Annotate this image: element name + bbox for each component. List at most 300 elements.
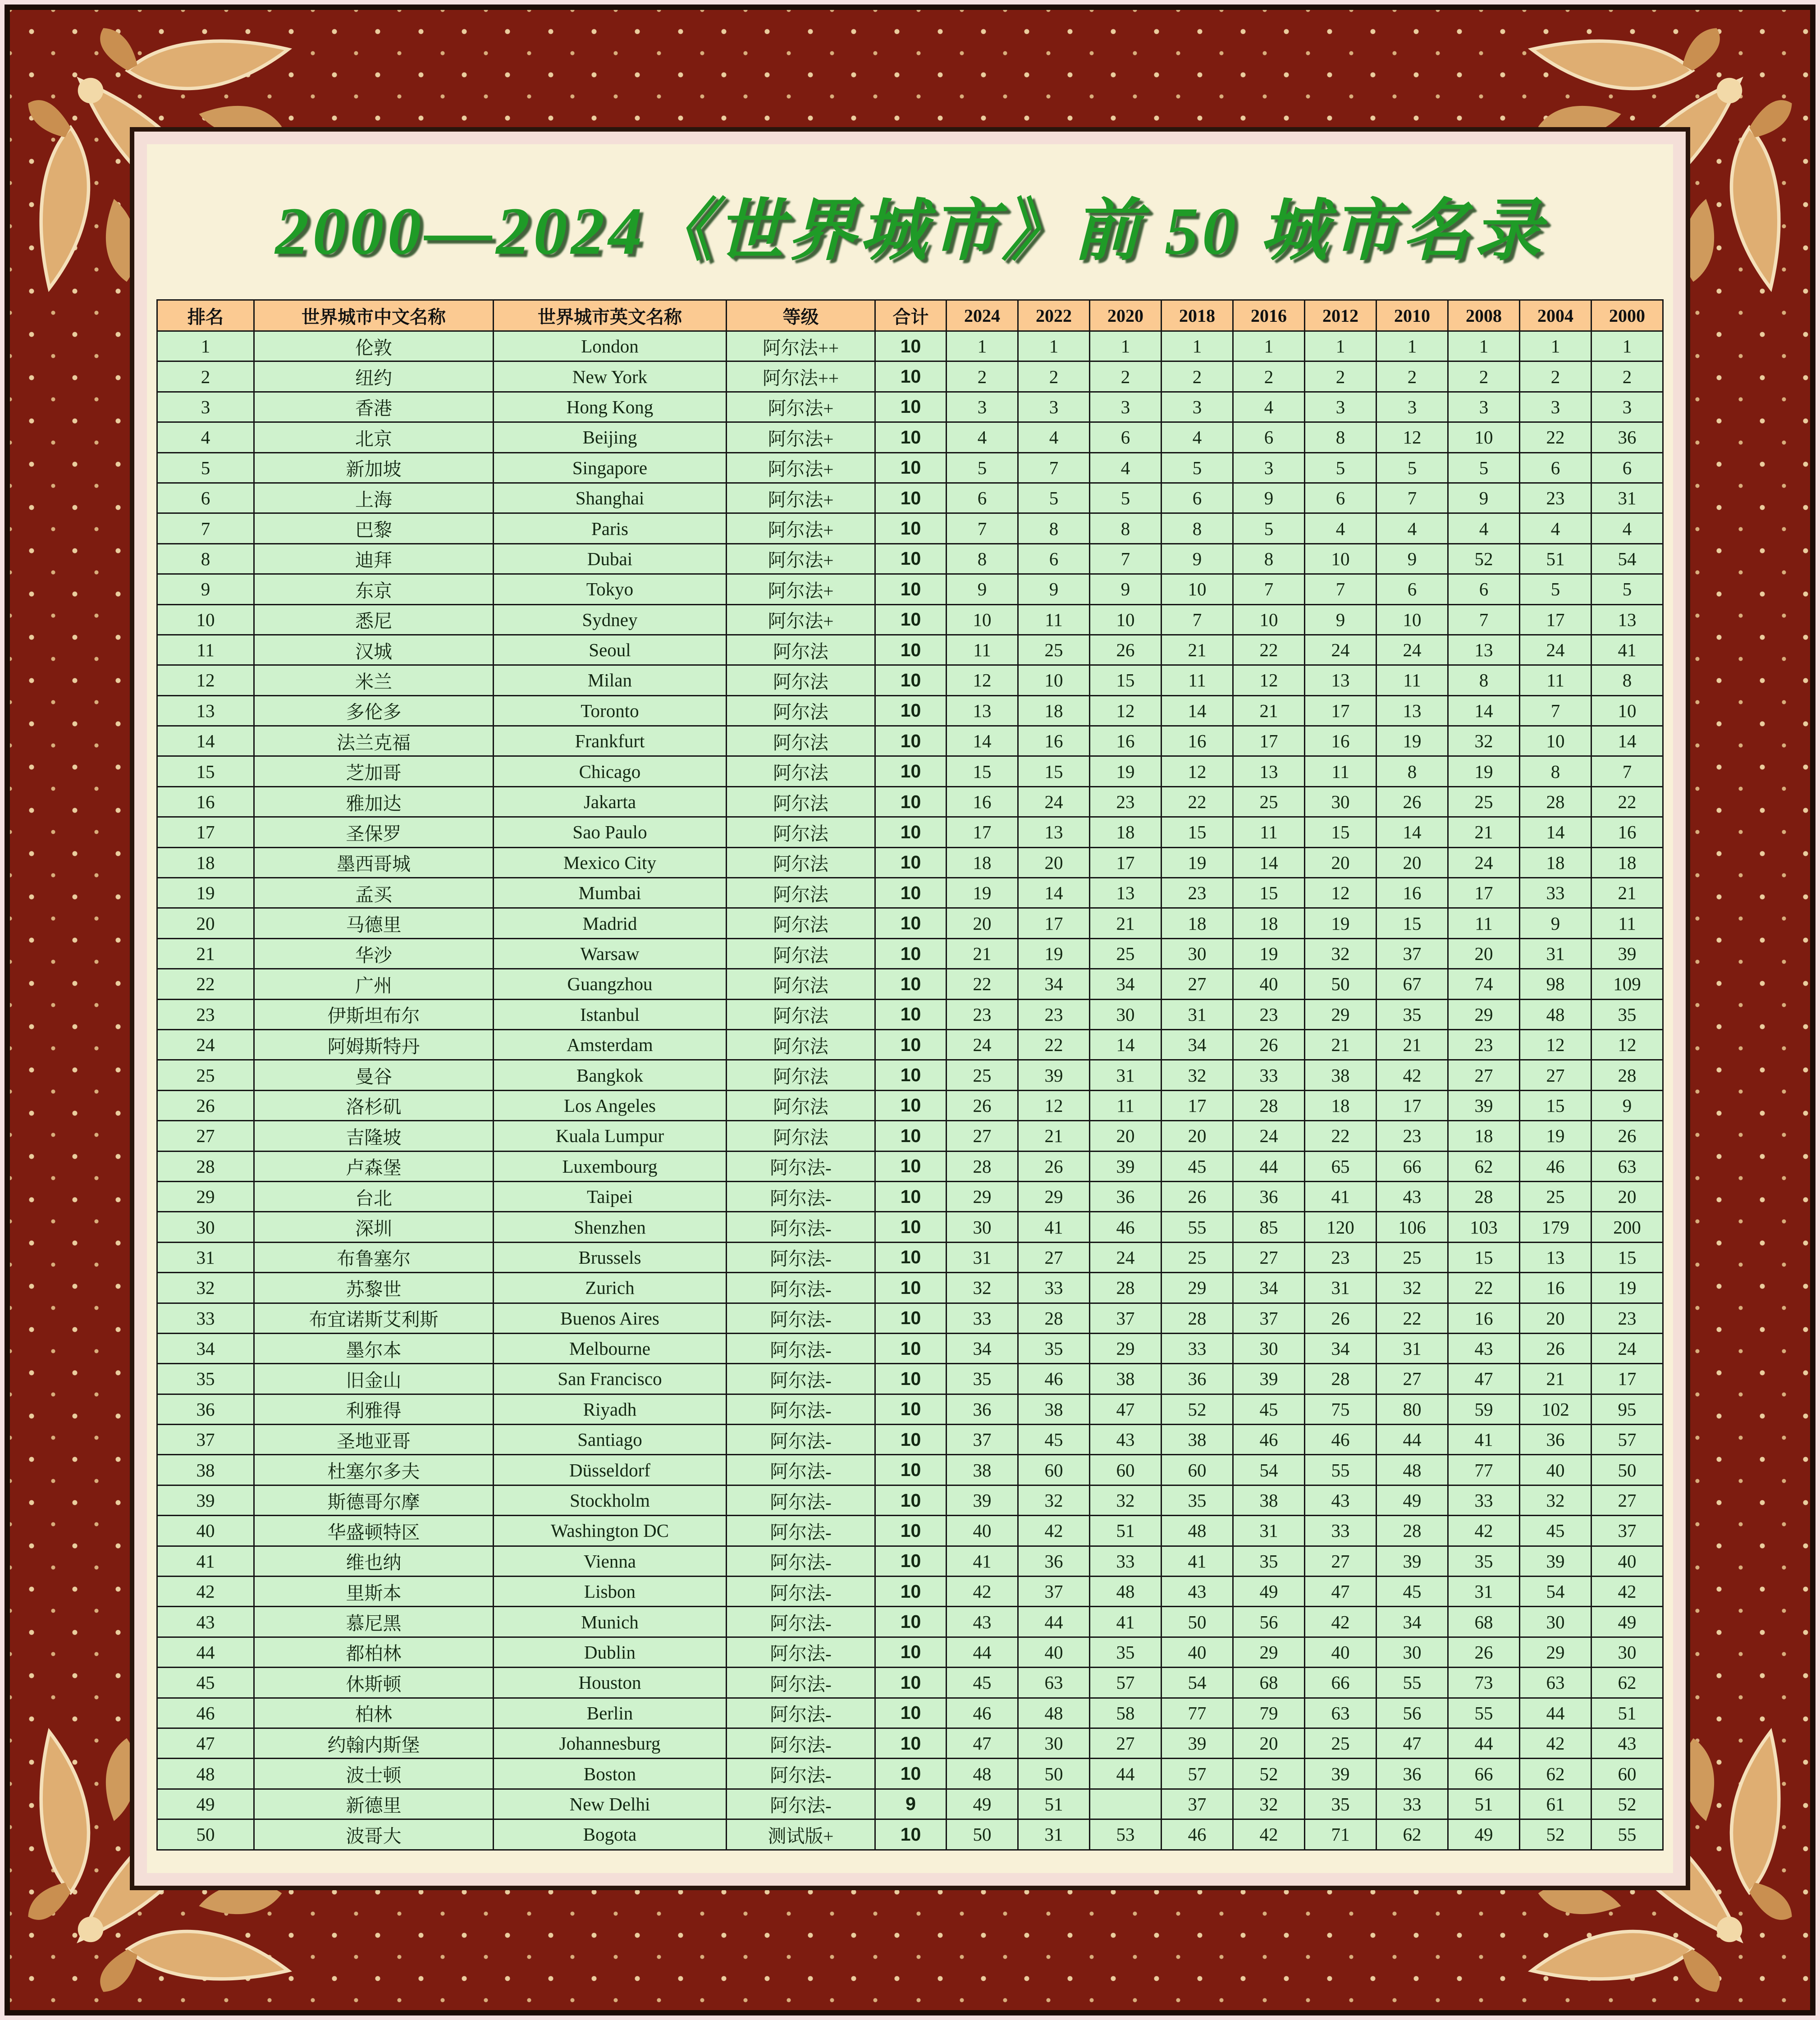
year-rank-cell: 9 [1448, 483, 1520, 513]
table-row [157, 756, 1663, 786]
year-rank-cell: 11 [1520, 665, 1591, 695]
year-rank-cell: 26 [1018, 1151, 1090, 1181]
year-rank-cell: 47 [947, 1728, 1018, 1758]
year-rank-cell: 15 [1018, 756, 1090, 786]
total-cell: 10 [875, 1212, 947, 1242]
city-name-en-cell: Los Angeles [494, 1090, 727, 1120]
grade-cell: 阿尔法- [727, 1516, 875, 1546]
year-rank-cell: 17 [1591, 1364, 1663, 1394]
year-rank-cell: 17 [1018, 908, 1090, 938]
year-rank-cell: 3 [1591, 392, 1663, 422]
total-cell: 10 [875, 1637, 947, 1667]
year-rank-cell: 66 [1376, 1151, 1448, 1181]
year-rank-cell: 35 [1018, 1333, 1090, 1363]
year-rank-cell: 2 [1090, 361, 1162, 392]
rank-cell: 31 [157, 1242, 254, 1272]
year-rank-cell: 11 [1376, 665, 1448, 695]
city-name-cn-cell: 台北 [254, 1181, 494, 1211]
rank-cell: 5 [157, 452, 254, 483]
year-rank-cell: 14 [1018, 878, 1090, 908]
column-header: 2016 [1233, 300, 1305, 331]
year-rank-cell: 38 [1090, 1364, 1162, 1394]
year-rank-cell: 46 [947, 1698, 1018, 1728]
page-title: 2000—2024《世界城市》前 50 城市名录 [275, 194, 1545, 269]
year-rank-cell: 5 [1520, 574, 1591, 604]
rank-cell: 44 [157, 1637, 254, 1667]
rank-cell: 7 [157, 513, 254, 544]
column-header: 2022 [1018, 300, 1090, 331]
table-row [157, 1516, 1663, 1546]
year-rank-cell: 2 [947, 361, 1018, 392]
year-rank-cell: 15 [1376, 908, 1448, 938]
total-cell: 10 [875, 1577, 947, 1607]
year-rank-cell: 14 [1162, 695, 1233, 726]
year-rank-cell: 29 [1018, 1181, 1090, 1211]
table-row [157, 1151, 1663, 1181]
rank-cell: 27 [157, 1121, 254, 1151]
year-rank-cell: 14 [1591, 726, 1663, 756]
year-rank-cell: 1 [1090, 331, 1162, 361]
year-rank-cell: 3 [1520, 392, 1591, 422]
city-name-cn-cell: 墨西哥城 [254, 847, 494, 877]
year-rank-cell: 10 [1233, 604, 1305, 635]
year-rank-cell: 29 [1305, 999, 1376, 1029]
year-rank-cell: 39 [947, 1485, 1018, 1515]
year-rank-cell: 24 [1376, 635, 1448, 665]
year-rank-cell: 28 [947, 1151, 1018, 1181]
year-rank-cell: 30 [1376, 1637, 1448, 1667]
year-rank-cell: 44 [1233, 1151, 1305, 1181]
year-rank-cell: 20 [1233, 1728, 1305, 1758]
year-rank-cell: 13 [1018, 817, 1090, 847]
city-name-cn-cell: 新加坡 [254, 452, 494, 483]
table-row [157, 665, 1663, 695]
year-rank-cell: 20 [1591, 1181, 1663, 1211]
grade-cell: 阿尔法- [727, 1303, 875, 1333]
year-rank-cell: 6 [1162, 483, 1233, 513]
year-rank-cell: 25 [947, 1060, 1018, 1090]
table-row [157, 544, 1663, 574]
rank-cell: 8 [157, 544, 254, 574]
year-rank-cell: 85 [1233, 1212, 1305, 1242]
year-rank-cell: 20 [947, 908, 1018, 938]
grade-cell: 阿尔法++ [727, 331, 875, 361]
city-name-en-cell: Houston [494, 1668, 727, 1698]
year-rank-cell: 8 [1591, 665, 1663, 695]
year-rank-cell: 43 [1162, 1577, 1233, 1607]
year-rank-cell: 27 [1376, 1364, 1448, 1394]
year-rank-cell: 55 [1591, 1819, 1663, 1850]
city-table-body [157, 331, 1663, 1850]
city-name-cn-cell: 孟买 [254, 878, 494, 908]
rank-cell: 6 [157, 483, 254, 513]
grade-cell: 阿尔法 [727, 786, 875, 817]
table-row [157, 999, 1663, 1029]
year-rank-cell: 28 [1448, 1181, 1520, 1211]
year-rank-cell: 17 [947, 817, 1018, 847]
grade-cell: 阿尔法 [727, 1060, 875, 1090]
year-rank-cell: 11 [947, 635, 1018, 665]
year-rank-cell: 37 [947, 1425, 1018, 1455]
year-rank-cell: 46 [1233, 1425, 1305, 1455]
year-rank-cell: 23 [1018, 999, 1090, 1029]
year-rank-cell: 4 [1162, 422, 1233, 452]
year-rank-cell: 1 [1448, 331, 1520, 361]
year-rank-cell: 35 [1591, 999, 1663, 1029]
city-name-en-cell: Boston [494, 1759, 727, 1789]
year-rank-cell: 60 [1591, 1759, 1663, 1789]
year-rank-cell: 34 [1162, 1029, 1233, 1060]
total-cell: 10 [875, 1060, 947, 1090]
year-rank-cell: 52 [1591, 1789, 1663, 1819]
grade-cell: 阿尔法 [727, 878, 875, 908]
year-rank-cell: 1 [947, 331, 1018, 361]
year-rank-cell: 5 [1448, 452, 1520, 483]
year-rank-cell: 37 [1162, 1789, 1233, 1819]
city-name-en-cell: Riyadh [494, 1394, 727, 1424]
total-cell: 10 [875, 999, 947, 1029]
city-name-cn-cell: 深圳 [254, 1212, 494, 1242]
year-rank-cell: 17 [1520, 604, 1591, 635]
year-rank-cell: 24 [1305, 635, 1376, 665]
year-rank-cell: 33 [1233, 1060, 1305, 1090]
year-rank-cell: 2 [1162, 361, 1233, 392]
grade-cell: 阿尔法- [727, 1425, 875, 1455]
year-rank-cell: 66 [1448, 1759, 1520, 1789]
year-rank-cell: 15 [1448, 1242, 1520, 1272]
year-rank-cell: 23 [1090, 786, 1162, 817]
year-rank-cell: 8 [1305, 422, 1376, 452]
grade-cell: 阿尔法 [727, 756, 875, 786]
year-rank-cell: 8 [1162, 513, 1233, 544]
year-rank-cell: 6 [947, 483, 1018, 513]
year-rank-cell: 39 [1018, 1060, 1090, 1090]
city-name-cn-cell: 广州 [254, 969, 494, 999]
city-name-en-cell: London [494, 331, 727, 361]
grade-cell: 阿尔法 [727, 1090, 875, 1120]
year-rank-cell: 6 [1591, 452, 1663, 483]
year-rank-cell: 106 [1376, 1212, 1448, 1242]
table-row [157, 1728, 1663, 1758]
year-rank-cell: 9 [947, 574, 1018, 604]
year-rank-cell: 10 [1376, 604, 1448, 635]
year-rank-cell: 41 [1591, 635, 1663, 665]
year-rank-cell: 3 [1448, 392, 1520, 422]
table-row [157, 817, 1663, 847]
year-rank-cell: 20 [1090, 1121, 1162, 1151]
year-rank-cell: 11 [1162, 665, 1233, 695]
year-rank-cell: 38 [947, 1455, 1018, 1485]
year-rank-cell: 7 [1018, 452, 1090, 483]
year-rank-cell: 22 [1018, 1029, 1090, 1060]
city-name-cn-cell: 伊斯坦布尔 [254, 999, 494, 1029]
year-rank-cell: 20 [1448, 938, 1520, 969]
total-cell: 10 [875, 969, 947, 999]
total-cell: 10 [875, 1273, 947, 1303]
year-rank-cell: 27 [1448, 1060, 1520, 1090]
year-rank-cell: 1 [1520, 331, 1591, 361]
year-rank-cell: 27 [1305, 1546, 1376, 1576]
year-rank-cell: 40 [1018, 1637, 1090, 1667]
city-name-en-cell: Buenos Aires [494, 1303, 727, 1333]
table-row [157, 1394, 1663, 1424]
city-name-cn-cell: 上海 [254, 483, 494, 513]
year-rank-cell: 17 [1090, 847, 1162, 877]
year-rank-cell: 46 [1162, 1819, 1233, 1850]
rank-cell: 28 [157, 1151, 254, 1181]
year-rank-cell: 33 [947, 1303, 1018, 1333]
year-rank-cell: 40 [947, 1516, 1018, 1546]
year-rank-cell: 44 [1090, 1759, 1162, 1789]
year-rank-cell: 23 [1233, 999, 1305, 1029]
city-name-cn-cell: 香港 [254, 392, 494, 422]
year-rank-cell: 50 [1018, 1759, 1090, 1789]
city-name-en-cell: Kuala Lumpur [494, 1121, 727, 1151]
year-rank-cell: 51 [1520, 544, 1591, 574]
year-rank-cell: 27 [1090, 1728, 1162, 1758]
year-rank-cell: 43 [947, 1607, 1018, 1637]
city-name-en-cell: Santiago [494, 1425, 727, 1455]
year-rank-cell: 58 [1090, 1698, 1162, 1728]
year-rank-cell: 16 [1018, 726, 1090, 756]
total-cell: 10 [875, 392, 947, 422]
year-rank-cell: 29 [1233, 1637, 1305, 1667]
year-rank-cell: 44 [947, 1637, 1018, 1667]
table-row [157, 1333, 1663, 1363]
content-panel [130, 127, 1690, 1890]
total-cell: 10 [875, 878, 947, 908]
year-rank-cell: 10 [1090, 604, 1162, 635]
year-rank-cell: 28 [1162, 1303, 1233, 1333]
year-rank-cell: 34 [1376, 1607, 1448, 1637]
year-rank-cell: 29 [1520, 1637, 1591, 1667]
rank-cell: 16 [157, 786, 254, 817]
rank-cell: 10 [157, 604, 254, 635]
year-rank-cell: 49 [1448, 1819, 1520, 1850]
city-name-cn-cell: 芝加哥 [254, 756, 494, 786]
city-name-cn-cell: 慕尼黑 [254, 1607, 494, 1637]
year-rank-cell: 62 [1591, 1668, 1663, 1698]
year-rank-cell: 3 [947, 392, 1018, 422]
total-cell: 10 [875, 756, 947, 786]
year-rank-cell: 68 [1448, 1607, 1520, 1637]
grade-cell: 阿尔法 [727, 847, 875, 877]
year-rank-cell: 1 [1233, 331, 1305, 361]
year-rank-cell: 39 [1233, 1364, 1305, 1394]
year-rank-cell: 37 [1591, 1516, 1663, 1546]
grade-cell: 阿尔法 [727, 635, 875, 665]
total-cell: 10 [875, 1728, 947, 1758]
year-rank-cell: 21 [1162, 635, 1233, 665]
year-rank-cell: 8 [1233, 544, 1305, 574]
year-rank-cell: 21 [1018, 1121, 1090, 1151]
year-rank-cell: 5 [1591, 574, 1663, 604]
year-rank-cell: 42 [947, 1577, 1018, 1607]
grade-cell: 阿尔法 [727, 817, 875, 847]
year-rank-cell: 16 [947, 786, 1018, 817]
year-rank-cell: 32 [947, 1273, 1018, 1303]
year-rank-cell: 52 [1233, 1759, 1305, 1789]
rank-cell: 48 [157, 1759, 254, 1789]
year-rank-cell: 30 [1162, 938, 1233, 969]
year-rank-cell: 21 [1520, 1364, 1591, 1394]
grade-cell: 阿尔法 [727, 938, 875, 969]
year-rank-cell: 63 [1305, 1698, 1376, 1728]
year-rank-cell: 19 [1376, 726, 1448, 756]
year-rank-cell: 42 [1448, 1516, 1520, 1546]
year-rank-cell: 14 [1448, 695, 1520, 726]
year-rank-cell: 52 [1448, 544, 1520, 574]
year-rank-cell: 35 [1448, 1546, 1520, 1576]
year-rank-cell: 60 [1090, 1455, 1162, 1485]
year-rank-cell: 80 [1376, 1394, 1448, 1424]
year-rank-cell: 35 [1376, 999, 1448, 1029]
year-rank-cell: 6 [1376, 574, 1448, 604]
grade-cell: 阿尔法 [727, 908, 875, 938]
year-rank-cell: 18 [1448, 1121, 1520, 1151]
table-row [157, 1546, 1663, 1576]
year-rank-cell: 42 [1018, 1516, 1090, 1546]
grade-cell: 阿尔法++ [727, 361, 875, 392]
grade-cell: 阿尔法 [727, 1029, 875, 1060]
year-rank-cell: 14 [1376, 817, 1448, 847]
year-rank-cell: 46 [1305, 1425, 1376, 1455]
column-header: 等级 [727, 300, 875, 331]
rank-cell: 35 [157, 1364, 254, 1394]
year-rank-cell: 35 [947, 1364, 1018, 1394]
city-name-en-cell: Paris [494, 513, 727, 544]
year-rank-cell: 48 [1520, 999, 1591, 1029]
year-rank-cell: 52 [1520, 1819, 1591, 1850]
year-rank-cell: 45 [1233, 1394, 1305, 1424]
year-rank-cell: 15 [1520, 1090, 1591, 1120]
year-rank-cell: 26 [947, 1090, 1018, 1120]
year-rank-cell: 63 [1591, 1151, 1663, 1181]
year-rank-cell: 7 [1233, 574, 1305, 604]
rank-cell: 1 [157, 331, 254, 361]
year-rank-cell: 5 [1018, 483, 1090, 513]
total-cell: 10 [875, 513, 947, 544]
city-name-cn-cell: 布鲁塞尔 [254, 1242, 494, 1272]
year-rank-cell: 25 [1520, 1181, 1591, 1211]
year-rank-cell: 27 [1018, 1242, 1090, 1272]
year-rank-cell: 19 [1233, 938, 1305, 969]
year-rank-cell: 2 [1233, 361, 1305, 392]
city-name-cn-cell: 维也纳 [254, 1546, 494, 1576]
table-header-row [157, 300, 1663, 331]
year-rank-cell: 8 [1090, 513, 1162, 544]
year-rank-cell: 5 [1233, 513, 1305, 544]
city-name-en-cell: Chicago [494, 756, 727, 786]
year-rank-cell: 53 [1090, 1819, 1162, 1850]
city-name-cn-cell: 柏林 [254, 1698, 494, 1728]
year-rank-cell: 16 [1520, 1273, 1591, 1303]
city-name-cn-cell: 杜塞尔多夫 [254, 1455, 494, 1485]
year-rank-cell: 67 [1376, 969, 1448, 999]
table-row [157, 331, 1663, 361]
year-rank-cell: 23 [1448, 1029, 1520, 1060]
year-rank-cell: 31 [1233, 1516, 1305, 1546]
year-rank-cell: 49 [1376, 1485, 1448, 1515]
year-rank-cell: 7 [1305, 574, 1376, 604]
city-name-en-cell: Sao Paulo [494, 817, 727, 847]
year-rank-cell: 61 [1520, 1789, 1591, 1819]
year-rank-cell: 39 [1520, 1546, 1591, 1576]
rank-cell: 15 [157, 756, 254, 786]
table-row [157, 1455, 1663, 1485]
total-cell: 10 [875, 544, 947, 574]
year-rank-cell: 62 [1448, 1151, 1520, 1181]
year-rank-cell: 12 [1162, 756, 1233, 786]
table-row [157, 847, 1663, 877]
year-rank-cell: 19 [1090, 756, 1162, 786]
rank-cell: 49 [157, 1789, 254, 1819]
year-rank-cell: 6 [1090, 422, 1162, 452]
year-rank-cell: 40 [1305, 1637, 1376, 1667]
year-rank-cell: 19 [1448, 756, 1520, 786]
total-cell: 10 [875, 574, 947, 604]
total-cell: 10 [875, 1029, 947, 1060]
rank-cell: 32 [157, 1273, 254, 1303]
year-rank-cell: 103 [1448, 1212, 1520, 1242]
year-rank-cell: 24 [1591, 1333, 1663, 1363]
year-rank-cell: 35 [1090, 1637, 1162, 1667]
year-rank-cell [1090, 1789, 1162, 1819]
table-row [157, 1303, 1663, 1333]
city-name-cn-cell: 曼谷 [254, 1060, 494, 1090]
year-rank-cell: 16 [1376, 878, 1448, 908]
year-rank-cell: 29 [1448, 999, 1520, 1029]
year-rank-cell: 74 [1448, 969, 1520, 999]
city-name-en-cell: Sydney [494, 604, 727, 635]
year-rank-cell: 15 [1305, 817, 1376, 847]
year-rank-cell: 1 [1162, 331, 1233, 361]
rank-cell: 13 [157, 695, 254, 726]
year-rank-cell: 7 [1448, 604, 1520, 635]
column-header: 2020 [1090, 300, 1162, 331]
rank-cell: 14 [157, 726, 254, 756]
city-name-cn-cell: 悉尼 [254, 604, 494, 635]
table-row [157, 483, 1663, 513]
year-rank-cell: 15 [1233, 878, 1305, 908]
year-rank-cell: 59 [1448, 1394, 1520, 1424]
year-rank-cell: 13 [1591, 604, 1663, 635]
rank-cell: 25 [157, 1060, 254, 1090]
city-name-cn-cell: 斯德哥尔摩 [254, 1485, 494, 1515]
total-cell: 10 [875, 1090, 947, 1120]
rank-cell: 36 [157, 1394, 254, 1424]
column-header: 2018 [1162, 300, 1233, 331]
year-rank-cell: 34 [947, 1333, 1018, 1363]
table-row [157, 1577, 1663, 1607]
year-rank-cell: 4 [1305, 513, 1376, 544]
year-rank-cell: 27 [1233, 1242, 1305, 1272]
year-rank-cell: 33 [1448, 1485, 1520, 1515]
year-rank-cell: 10 [1305, 544, 1376, 574]
column-header: 2004 [1520, 300, 1591, 331]
year-rank-cell: 14 [1090, 1029, 1162, 1060]
city-name-en-cell: Vienna [494, 1546, 727, 1576]
city-name-cn-cell: 休斯顿 [254, 1668, 494, 1698]
year-rank-cell: 9 [1233, 483, 1305, 513]
year-rank-cell: 25 [1305, 1728, 1376, 1758]
year-rank-cell: 32 [1448, 726, 1520, 756]
year-rank-cell: 47 [1376, 1728, 1448, 1758]
table-row [157, 695, 1663, 726]
year-rank-cell: 7 [947, 513, 1018, 544]
year-rank-cell: 4 [1448, 513, 1520, 544]
city-name-cn-cell: 洛杉矶 [254, 1090, 494, 1120]
